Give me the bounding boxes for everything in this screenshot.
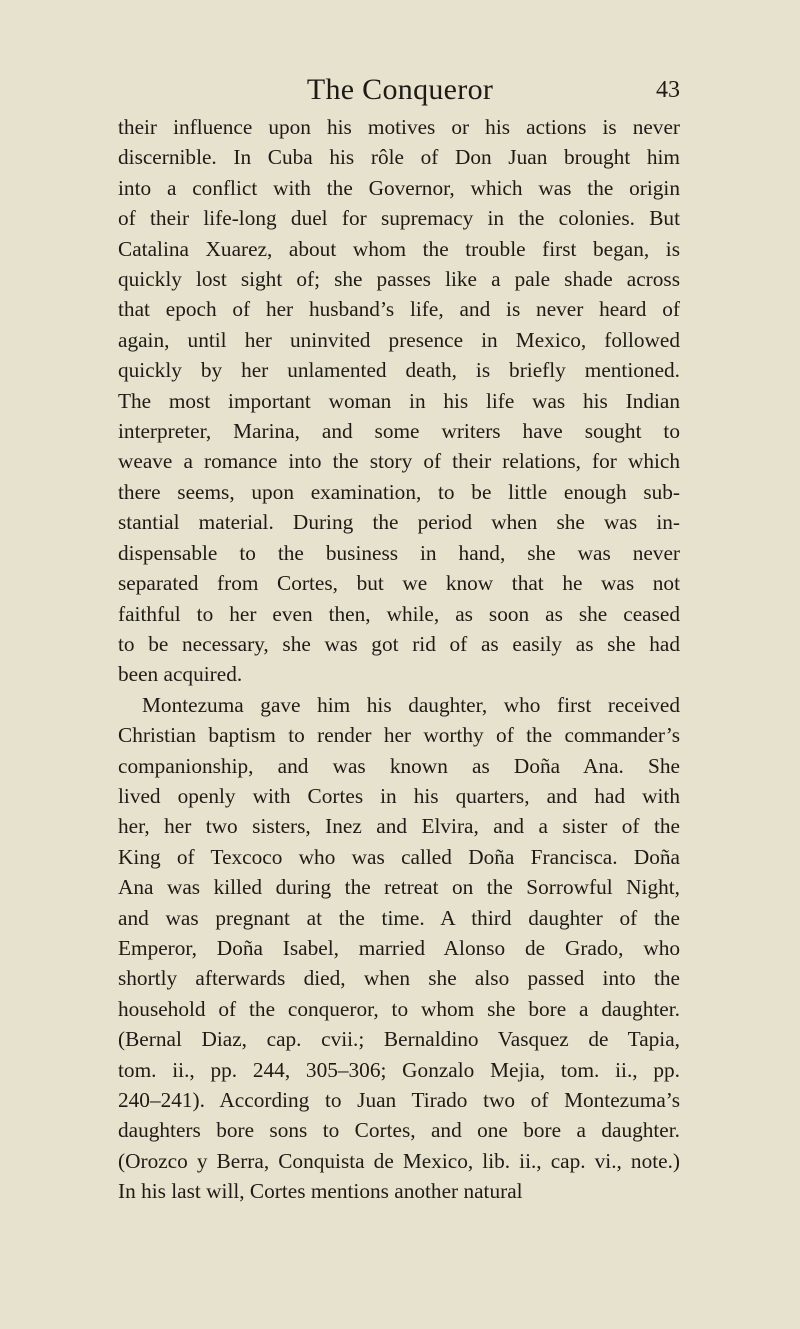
text-line: their influence upon his motives or his actions is never: [118, 115, 680, 139]
text-line: there seems, upon examination, to be little enough sub-: [118, 479, 680, 504]
text-line: shortly afterwards died, when she also passed into the: [118, 966, 680, 991]
text-line: 240–241). According to Juan Tirado two of Montezuma’s: [118, 1088, 680, 1112]
text-line: household of the conqueror, to whom she bore a daughter.: [118, 996, 680, 1021]
text-line: daughters bore sons to Cortes, and one bore a daughter.: [118, 1118, 680, 1143]
text-line: dispensable to the business in hand, she was never: [118, 540, 680, 565]
text-line: Emperor, Doña Isabel, married Alonso de Grado, who: [118, 935, 680, 960]
text-line: stantial material. During the period when she was in-: [118, 510, 680, 535]
text-line: lived openly with Cortes in his quarters, and had with: [118, 783, 680, 808]
text-line: and was pregnant at the time. A third daughter of the: [118, 905, 680, 930]
running-title: The Conqueror: [306, 73, 494, 106]
text-line: discernible. In Cuba his rôle of Don Juan brought him: [118, 145, 680, 170]
text-line: (Bernal Diaz, cap. cvii.; Bernaldino Vasquez de Tapia,: [118, 1027, 680, 1052]
text-line: tom. ii., pp. 244, 305–306; Gonzalo Mejia, tom. ii., pp.: [118, 1057, 680, 1082]
text-line: In his last will, Cortes mentions another natural: [118, 1179, 523, 1204]
text-line: Montezuma gave him his daughter, who first received: [142, 692, 680, 717]
text-line: quickly lost sight of; she passes like a pale shade across: [118, 267, 680, 292]
text-line: to be necessary, she was got rid of as easily as she had: [118, 631, 680, 656]
text-line: companionship, and was known as Doña Ana. She: [118, 753, 680, 778]
text-line: quickly by her unlamented death, is briefly mentioned.: [118, 358, 680, 383]
text-line: Ana was killed during the retreat on the Sorrowful Night,: [118, 875, 680, 900]
text-line: (Orozco y Berra, Conquista de Mexico, lib. ii., cap. vi., note.): [118, 1148, 680, 1173]
text-line: separated from Cortes, but we know that he was not: [118, 571, 680, 596]
text-line: again, until her uninvited presence in Mexico, followed: [118, 327, 680, 352]
text-line: of their life-long duel for supremacy in the colonies. But: [118, 206, 680, 231]
text-line: Catalina Xuarez, about whom the trouble first began, is: [118, 236, 680, 261]
text-line: Christian baptism to render her worthy of the commander’s: [118, 723, 680, 748]
text-line: faithful to her even then, while, as soon as she ceased: [118, 601, 680, 626]
text-line: King of Texcoco who was called Doña Francisca. Doña: [118, 844, 680, 869]
page-number: 43: [656, 77, 680, 103]
text-line: that epoch of her husband’s life, and is never heard of: [118, 297, 680, 322]
text-line: been acquired.: [118, 662, 243, 687]
text-line: her, her two sisters, Inez and Elvira, and a sister of the: [118, 814, 680, 839]
text-line: The most important woman in his life was his Indian: [118, 388, 680, 413]
text-line: into a conflict with the Governor, which was the origin: [118, 175, 680, 200]
body-text: [118, 112, 680, 1207]
text-line: weave a romance into the story of their relations, for which: [118, 449, 680, 474]
text-line: interpreter, Marina, and some writers have sought to: [118, 419, 680, 444]
